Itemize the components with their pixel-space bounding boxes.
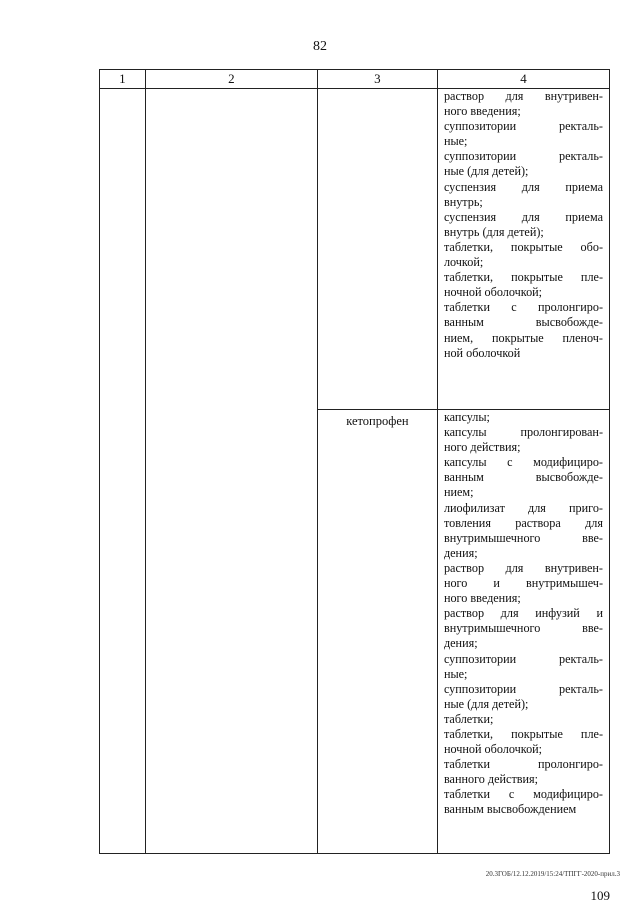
dosage-form-line: лочкой; <box>443 255 484 270</box>
dosage-form-line: капсулы; <box>443 410 490 424</box>
col1-cell <box>100 89 146 854</box>
dosage-form-line: ванным высвобожде- <box>443 470 603 485</box>
dosage-form-line: ные; <box>443 134 468 149</box>
dosage-forms-list <box>440 89 607 367</box>
column-header-3: 3 <box>317 70 437 89</box>
col2-cell <box>145 89 317 854</box>
dosage-form-line: дения; <box>443 636 478 651</box>
dosage-forms-cell <box>437 89 609 410</box>
dosage-form-line: ванным высвобождением <box>443 802 577 817</box>
dosage-form-line: нием, покрытые пленоч- <box>443 330 603 345</box>
dosage-form-line: таблетки, покрытые обо- <box>443 239 603 254</box>
dosage-form-line: ной оболочкой <box>443 345 521 360</box>
dosage-form-line: суспензия для приема <box>443 179 603 194</box>
dosage-form-line: раствор для внутривен- <box>443 89 603 103</box>
column-header-1: 1 <box>100 70 146 89</box>
page-number: 82 <box>313 39 327 54</box>
dosage-form-line: ного действия; <box>443 440 521 455</box>
dosage-form-line: раствор для инфузий и <box>443 606 603 621</box>
column-header-4: 4 <box>437 70 609 89</box>
dosage-form-line: капсулы с модифициро- <box>443 455 603 470</box>
dosage-form-line: капсулы пролонгирован- <box>443 425 603 440</box>
dosage-forms-list <box>440 410 607 824</box>
dosage-form-line: ные (для детей); <box>443 696 529 711</box>
drug-name <box>320 89 435 93</box>
drug-name-cell <box>317 410 437 854</box>
dosage-form-line: суппозитории ректаль- <box>443 681 603 696</box>
bottom-page-number: 109 <box>590 888 610 903</box>
table-header-row <box>100 70 610 89</box>
dosage-forms-cell <box>437 410 609 854</box>
dosage-form-line: внутрь (для детей); <box>443 224 544 239</box>
dosage-form-line: таблетки, покрытые пле- <box>443 270 603 285</box>
dosage-form-line: таблетки пролонгиро- <box>443 757 603 772</box>
dosage-form-line: суппозитории ректаль- <box>443 119 603 134</box>
footer-code: 20.3ГОБ/12.12.2019/15:24/ТПГГ-2020-прил.3 <box>485 870 620 878</box>
dosage-form-line: таблетки, покрытые пле- <box>443 726 603 741</box>
column-header-2: 2 <box>145 70 317 89</box>
dosage-form-line: ные (для детей); <box>443 164 529 179</box>
dosage-form-line: таблетки с модифициро- <box>443 787 603 802</box>
dosage-form-line: суппозитории ректаль- <box>443 149 603 164</box>
dosage-form-line: таблетки; <box>443 711 494 726</box>
dosage-form-line: раствор для внутривен- <box>443 560 603 575</box>
dosage-form-line: ночной оболочкой; <box>443 742 543 757</box>
dosage-form-line: дения; <box>443 545 478 560</box>
table-row <box>100 89 610 410</box>
dosage-form-line: ного введения; <box>443 104 521 119</box>
dosage-form-line: суппозитории ректаль- <box>443 651 603 666</box>
dosage-form-line: ного введения; <box>443 591 521 606</box>
drug-forms-table <box>99 69 610 854</box>
dosage-form-line: лиофилизат для приго- <box>443 500 603 515</box>
dosage-form-line: ванного действия; <box>443 772 539 787</box>
dosage-form-line: суспензия для приема <box>443 209 603 224</box>
dosage-form-line: таблетки с пролонгиро- <box>443 300 603 315</box>
dosage-form-line: нием; <box>443 485 474 500</box>
dosage-form-line: ные; <box>443 666 468 681</box>
drug-name-cell <box>317 89 437 410</box>
dosage-form-line: внутримышечного вве- <box>443 621 603 636</box>
dosage-form-line: внутрь; <box>443 194 483 209</box>
dosage-form-line: товления раствора для <box>443 515 603 530</box>
dosage-form-line: ванным высвобожде- <box>443 315 603 330</box>
dosage-form-line: ного и внутримышеч- <box>443 576 603 591</box>
drug-name: кетопрофен <box>346 414 409 428</box>
dosage-form-line: ночной оболочкой; <box>443 285 543 300</box>
dosage-form-line: внутримышечного вве- <box>443 530 603 545</box>
